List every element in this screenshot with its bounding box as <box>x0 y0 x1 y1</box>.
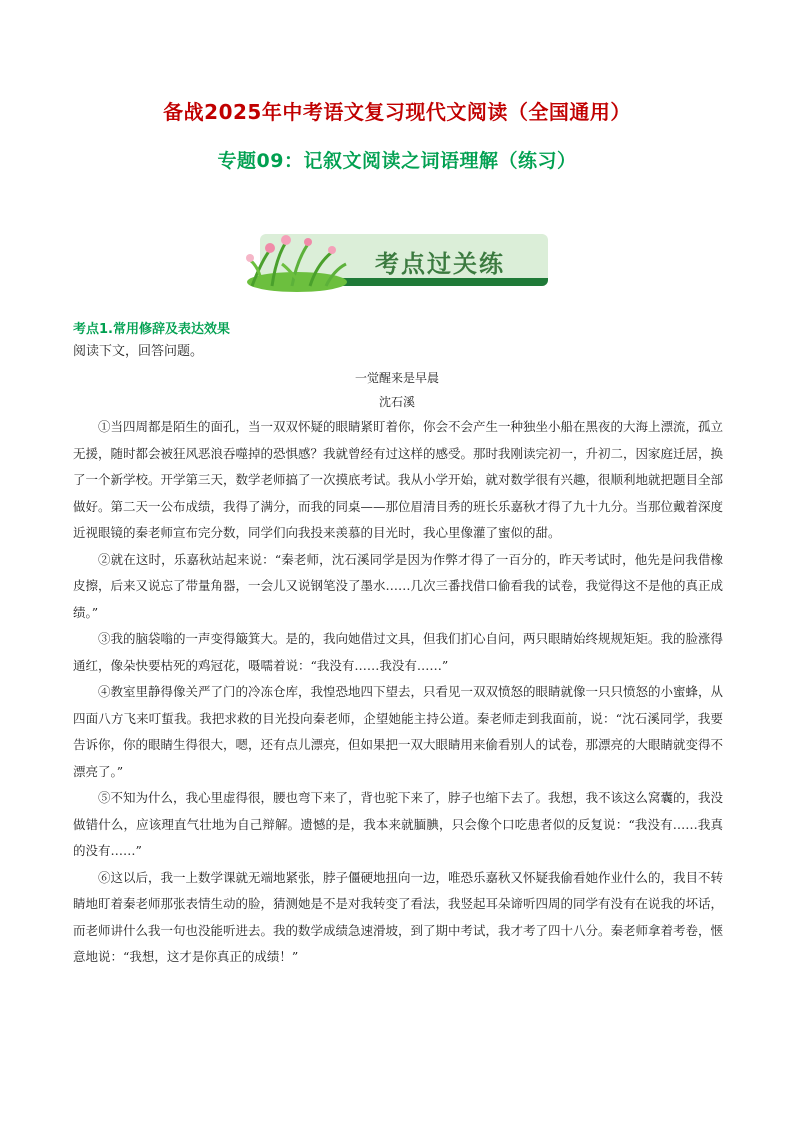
paragraph: ④教室里静得像关严了门的冷冻仓库，我惶恐地四下望去，只看见一双双愤怒的眼睛就像一只只愤怒的小蜜蜂，从四面八方飞来叮蜇我。我把求救的目光投向秦老师，企望她能主持公道。秦老师走到我面前，说：“沈石溪同学，我要告诉你，你的眼睛生得很大，嗯，还有点儿漂亮，但如果把一双大眼睛用来偷看别人的试卷，那漂亮的大眼睛就变得不漂亮了。” <box>73 684 724 779</box>
document-subtitle: 专题09：记叙文阅读之词语理解（练习） <box>217 150 577 172</box>
paragraph: ③我的脑袋嗡的一声变得簸箕大。是的，我向她借过文具，但我们扪心自问，两只眼睛始终规规矩矩。我的脸涨得通红，像朵快要枯死的鸡冠花，嗫嚅着说：“我没有……我没有……” <box>73 631 724 673</box>
passage-body <box>73 414 723 971</box>
paragraph: ①当四周都是陌生的面孔，当一双双怀疑的眼睛紧盯着你，你会不会产生一种独坐小船在黑夜的大海上漂流，孤立无援，随时都会被狂风恶浪吞噬掉的恐惧感？我就曾经有过这样的感受。那时我刚读完初一，升初二，因家庭迁居，换了一个新学校。开学第三天，数学老师搞了一次摸底考试。我从小学开始，就对数学很有兴趣，很顺利地就把题目全部做好。第二天一公布成绩，我得了满分，而我的同桌——那位眉清目秀的班长乐嘉秋才得了九十九分。当那位戴着深度近视眼镜的秦老师宣布完分数，同学们向我投来羡慕的目光时，我心里像灌了蜜似的甜。 <box>73 419 724 540</box>
passage-title: 一觉醒来是早晨 <box>354 371 439 385</box>
passage-author: 沈石溪 <box>378 395 415 409</box>
instruction-text: 阅读下文，回答问题。 <box>73 344 204 359</box>
section-heading: 考点1.常用修辞及表达效果 <box>73 322 230 337</box>
paragraph: ②就在这时，乐嘉秋站起来说：“秦老师，沈石溪同学是因为作弊才得了一百分的，昨天考试时，他先是问我借橡皮擦，后来又说忘了带量角器，一会儿又说钢笔没了墨水……几次三番找借口偷看我的试卷，我觉得这不是他的真正成绩。” <box>73 551 724 620</box>
paragraph: ⑤不知为什么，我心里虚得很，腰也弯下来了，背也驼下来了，脖子也缩下去了。我想，我不该这么窝囊的，我没做错什么，应该理直气壮地为自己辩解。遗憾的是，我本来就腼腆，只会像个口吃患者似的反复说：“我没有……我真的没有……” <box>73 790 724 858</box>
document-title: 备战2025年中考语文复习现代文阅读（全国通用） <box>163 100 631 124</box>
banner-label: 考点过关练 <box>375 250 505 278</box>
section-banner <box>242 230 550 292</box>
paragraph: ⑥这以后，我一上数学课就无端地紧张，脖子僵硬地扭向一边，唯恐乐嘉秋又怀疑我偷看她作业什么的，我目不转睛地盯着秦老师那张表情生动的脸，猜测她是不是对我转变了看法，我竖起耳朵谛听四周的同学有没有在说我的坏话，而老师讲什么我一句也没能听进去。我的数学成绩急速滑坡，到了期中考试，我才考了四十八分。秦老师拿着考卷，惬意地说：“我想，这才是你真正的成绩！” <box>73 869 724 964</box>
plant-flower-icon <box>242 230 352 292</box>
